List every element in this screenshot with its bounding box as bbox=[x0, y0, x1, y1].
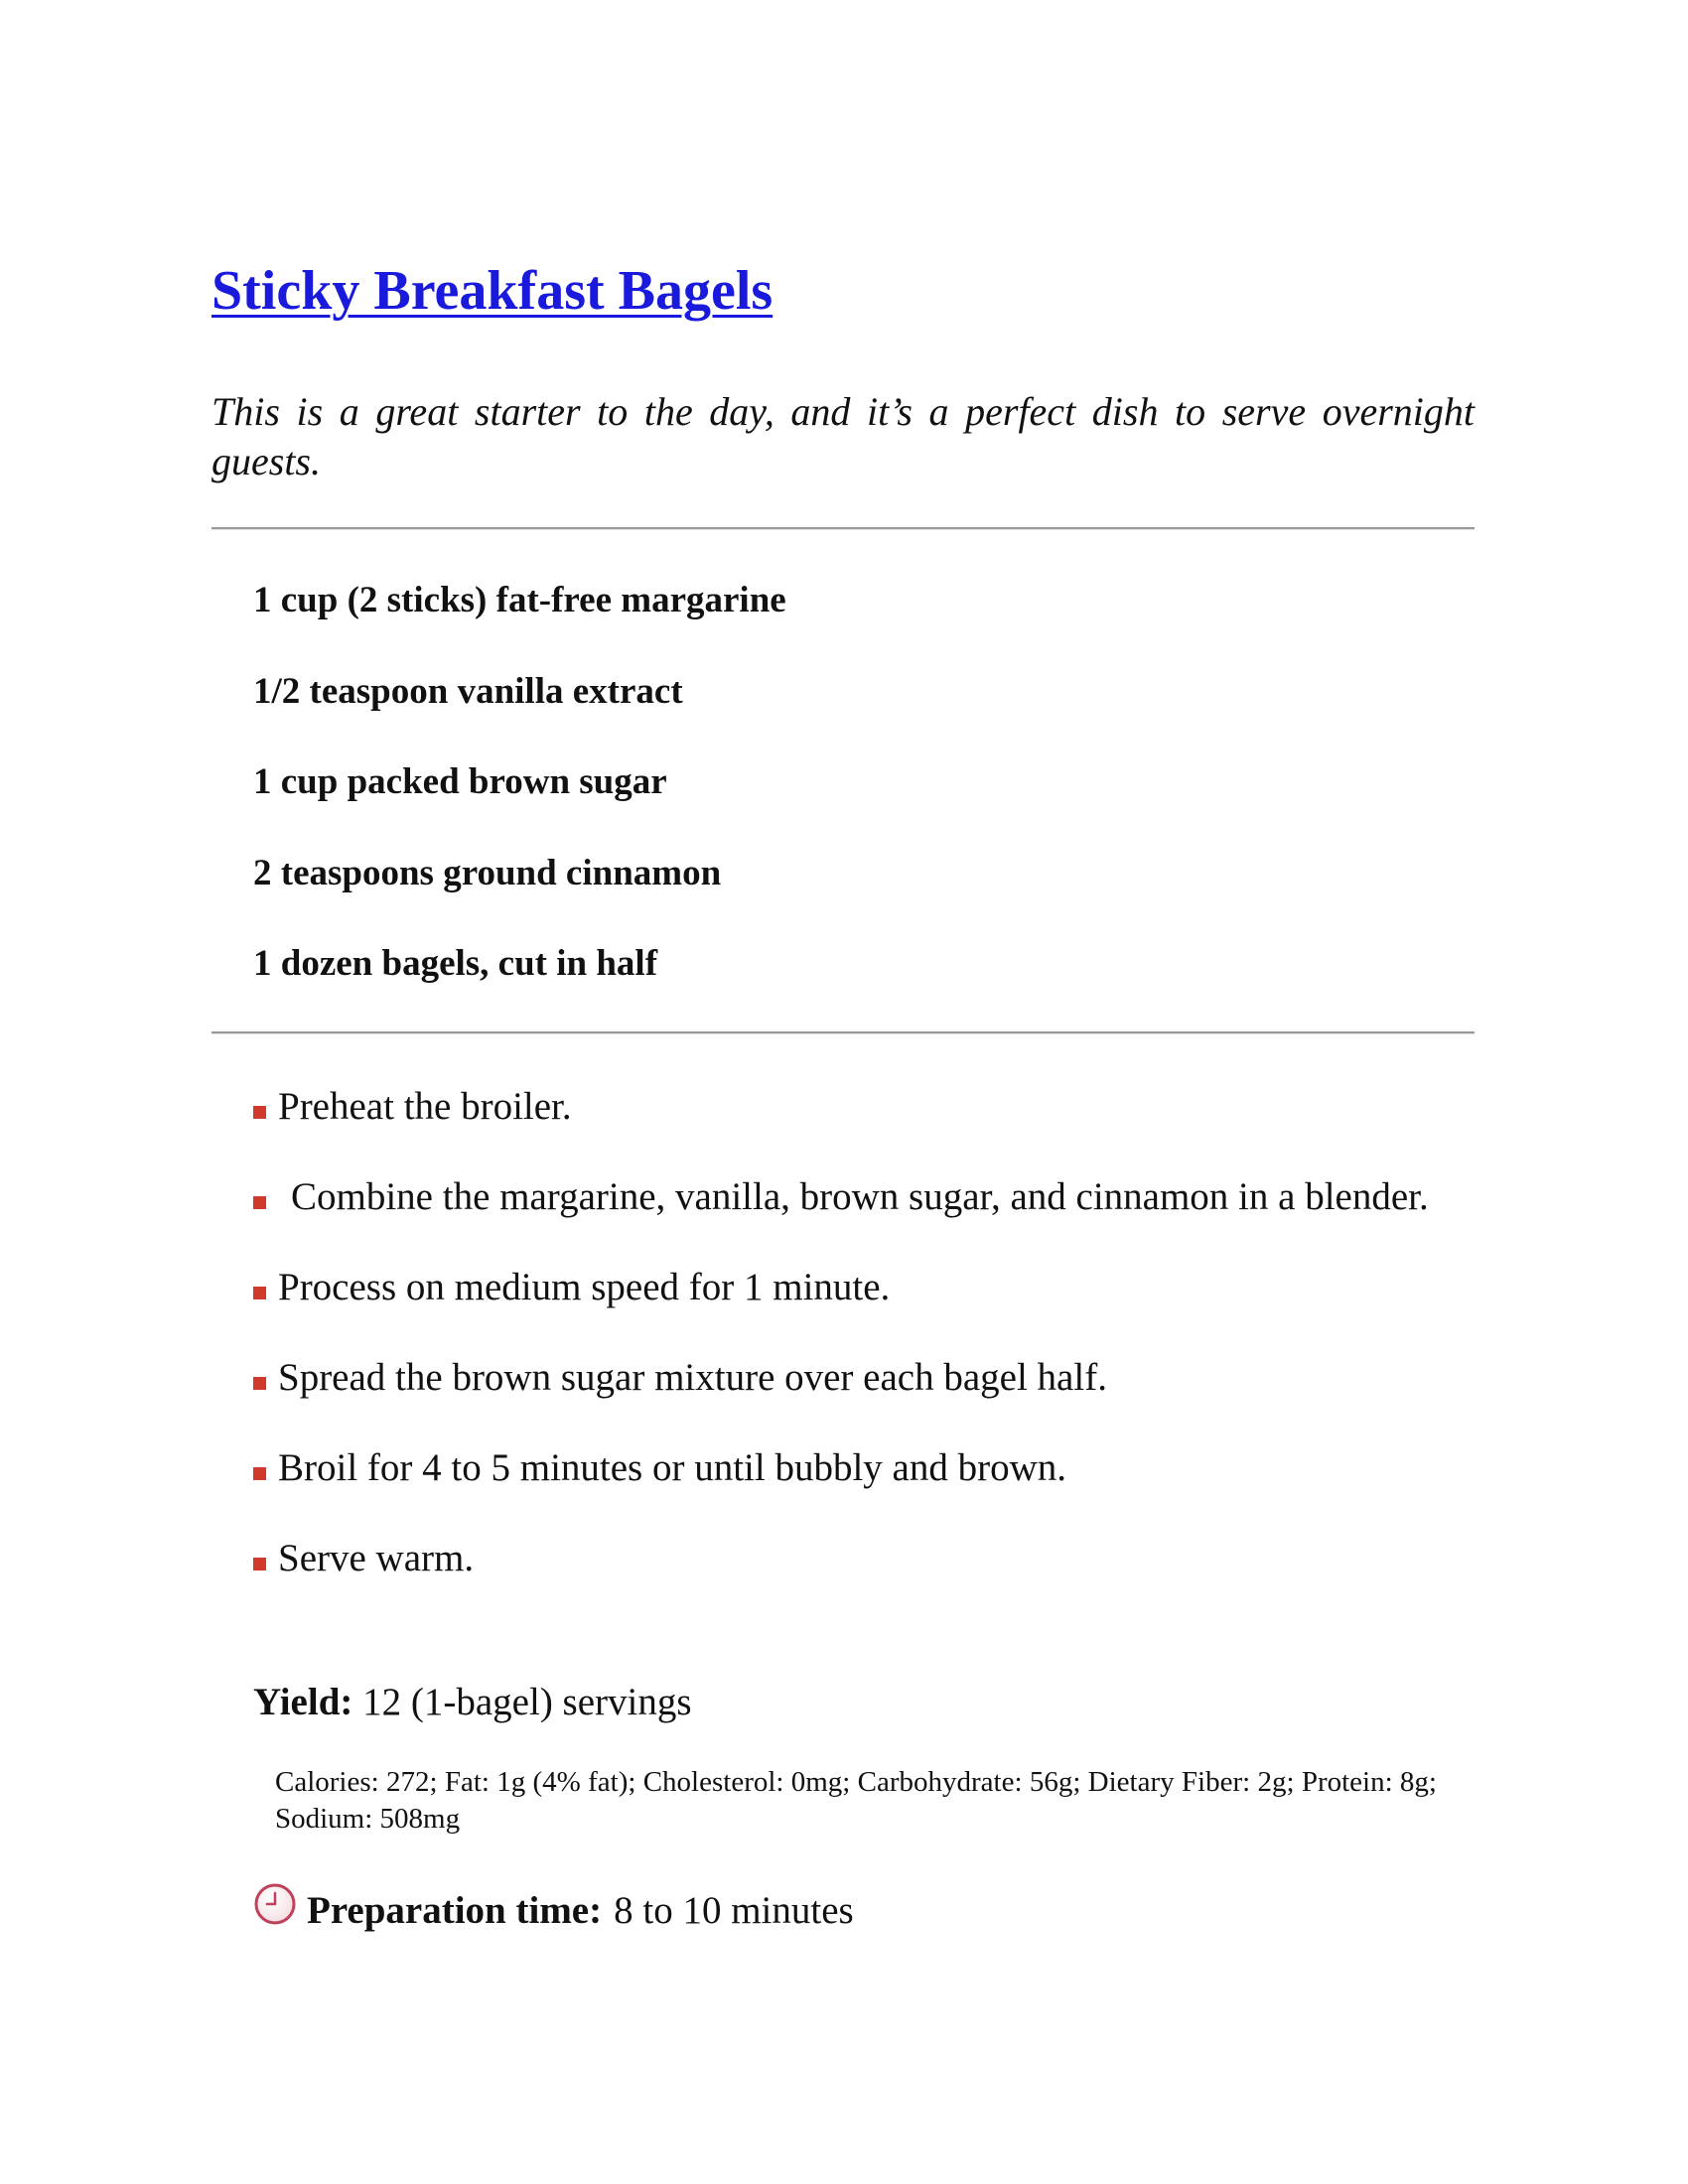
ingredient-item: 1/2 teaspoon vanilla extract bbox=[253, 670, 683, 712]
step-text: Combine the margarine, vanilla, brown sugar, and cinnamon in a blender. bbox=[291, 1175, 1429, 1218]
divider-bottom bbox=[211, 1031, 1475, 1034]
recipe-title-link[interactable]: Sticky Breakfast Bagels bbox=[211, 260, 774, 322]
step-item bbox=[253, 1353, 1475, 1403]
red-square-bullet-icon bbox=[253, 1287, 266, 1299]
ingredient-list bbox=[253, 576, 786, 1030]
yield-value: 12 (1-bagel) servings bbox=[362, 1681, 692, 1723]
clock-icon bbox=[253, 1882, 297, 1926]
step-text: Broil for 4 to 5 minutes or until bubbly and brown. bbox=[278, 1446, 1067, 1489]
step-item bbox=[253, 1082, 1475, 1132]
prep-time-label: Preparation time: bbox=[307, 1889, 603, 1932]
nutrition-info: Calories: 272; Fat: 1g (4% fat); Cholesterol: 0mg; Carbohydrate: 56g; Dietary Fiber: 2g; Protein: 8g; Sodium: 508mg bbox=[275, 1766, 1437, 1835]
step-item bbox=[253, 1263, 1475, 1312]
ingredient-item: 1 cup (2 sticks) fat-free margarine bbox=[253, 580, 786, 620]
red-square-bullet-icon bbox=[253, 1467, 266, 1480]
step-text: Preheat the broiler. bbox=[278, 1085, 572, 1128]
step-item bbox=[253, 1534, 1475, 1583]
recipe-title bbox=[211, 256, 773, 326]
step-item bbox=[253, 1172, 1475, 1222]
prep-time-value: 8 to 10 minutes bbox=[614, 1889, 854, 1932]
prep-time-line bbox=[253, 1886, 854, 1936]
ingredient-item: 1 cup packed brown sugar bbox=[253, 761, 667, 802]
step-text: Spread the brown sugar mixture over each bagel half. bbox=[278, 1356, 1107, 1399]
divider-top bbox=[211, 527, 1475, 530]
yield-line bbox=[253, 1678, 692, 1727]
red-square-bullet-icon bbox=[253, 1196, 266, 1209]
ingredient-item: 1 dozen bagels, cut in half bbox=[253, 943, 658, 984]
recipe-intro: This is a great starter to the day, and it’s a perfect dish to serve overnight guests. bbox=[211, 389, 1475, 483]
yield-label: Yield: bbox=[253, 1681, 353, 1723]
red-square-bullet-icon bbox=[253, 1106, 266, 1119]
ingredient-item: 2 teaspoons ground cinnamon bbox=[253, 852, 722, 893]
step-text: Serve warm. bbox=[278, 1537, 475, 1579]
red-square-bullet-icon bbox=[253, 1377, 266, 1390]
step-text: Process on medium speed for 1 minute. bbox=[278, 1266, 891, 1308]
step-list bbox=[253, 1082, 1475, 1624]
red-square-bullet-icon bbox=[253, 1558, 266, 1570]
step-item bbox=[253, 1443, 1475, 1493]
